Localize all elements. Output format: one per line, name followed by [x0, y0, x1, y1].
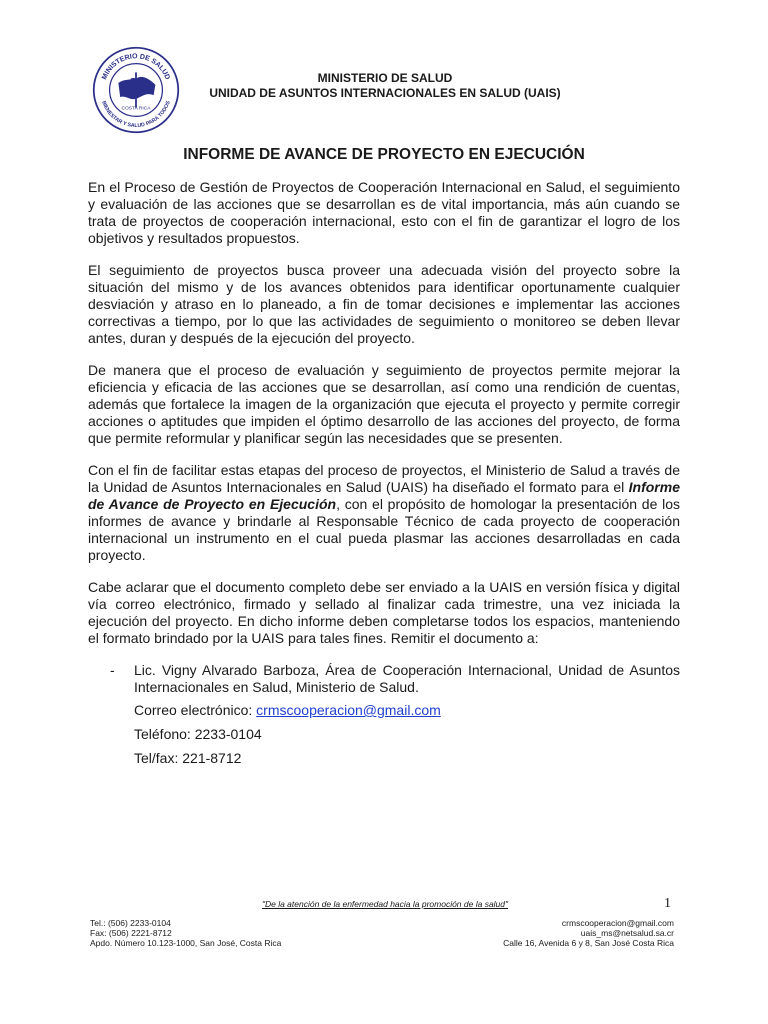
svg-text:COSTA RICA: COSTA RICA: [121, 106, 151, 112]
paragraph: De manera que el proceso de evaluación y seguimiento de proyectos permite mejorar la eficiencia y eficacia de las acciones que se desarrollan, así como una rendición de cuentas, además que fortalece la imagen de la organización que ejecuta el proyecto y permite corregir acciones o aptitudes que impiden el óptimo desarrollo de las acciones del proyecto, de forma que permite reformular y planificar según las necesidades que se presenten.: [88, 362, 680, 446]
footer-phone: Tel.: (506) 2233-0104: [90, 918, 171, 928]
paragraph: Cabe aclarar que el documento completo debe ser enviado a la UAIS en versión física y digital vía correo electrónico, firmado y sellado al finalizar cada trimestre, una vez iniciada la ejecución del proyecto. En dicho informe deben completarse todos los espacios, manteniendo el formato brindado por la UAIS para tales fines. Remitir el documento a:: [88, 579, 680, 646]
paragraph: El seguimiento de proyectos busca proveer una adecuada visión del proyecto sobre la situación del mismo y de los avances obtenidos para identificar oportunamente cualquier desviación y atraso en lo planeado, a fin de tomar decisiones e implementar las acciones correctivas a tiempo, por lo que las actividades de seguimiento o monitoreo se deben llevar antes, duran y después de la ejecución del proyecto.: [88, 262, 680, 346]
contact-email-line: [134, 702, 680, 719]
document-body: [88, 179, 680, 774]
ministry-seal-logo: [92, 46, 180, 134]
contact-person-text: Lic. Vigny Alvarado Barboza, Área de Cooperación Internacional, Unidad de Asuntos Internacionales en Salud, Ministerio de Salud.: [134, 662, 680, 695]
footer-address: Apdo. Número 10.123-1000, San José, Costa Rica: [90, 938, 282, 948]
footer-left: [90, 918, 281, 948]
paragraph: En el Proceso de Gestión de Proyectos de Cooperación Internacional en Salud, el seguimiento y evaluación de las acciones que se desarrollan es de vital importancia, más aún cuando se trata de proyectos de cooperación internacional, esto con el fin de garantizar el logro de los objetivos y resultados propuestos.: [88, 179, 680, 246]
paragraph-text: Con el fin de facilitar estas etapas del proceso de proyectos, el Ministerio de Salud a través de la Unidad de Asuntos Internacionales en Salud (UAIS) ha diseñado el formato para el: [88, 462, 680, 495]
bullet-dash: -: [110, 662, 115, 678]
footer-fax: Fax: (506) 2221-8712: [90, 928, 172, 938]
contact-fax: Tel/fax: 221-8712: [134, 750, 242, 766]
footer-email-1: crmscooperacion@gmail.com: [561, 918, 674, 928]
svg-text:MINISTERIO DE SALUD: MINISTERIO DE SALUD: [101, 53, 171, 81]
footer-motto: "De la atención de la enfermedad hacia la promoción de la salud": [261, 899, 509, 909]
paragraph: [88, 462, 680, 564]
contact-phone: Teléfono: 2233-0104: [134, 726, 262, 742]
footer-email-2: uais_ms@netsalud.sa.cr: [580, 928, 674, 938]
footer-right: [503, 918, 674, 948]
svg-text:BIENESTAR Y SALUD PARA TODOS: BIENESTAR Y SALUD PARA TODOS: [100, 100, 172, 129]
ministry-name: MINISTERIO DE SALUD: [317, 71, 453, 85]
page-number: 1: [664, 896, 671, 911]
contact-person: [88, 662, 680, 696]
unit-name: UNIDAD DE ASUNTOS INTERNACIONALES EN SALUD (UAIS): [209, 86, 561, 100]
email-link[interactable]: crmscooperacion@gmail.com: [256, 702, 441, 718]
footer-street-address: Calle 16, Avenida 6 y 8, San José Costa Rica: [503, 938, 674, 948]
paragraph-text: , con el propósito de homologar la presentación de los informes de avance y brindarle al Responsable Técnico de cada proyecto de cooperación internacional un instrumento en el cual pueda plasmar las acciones desarrolladas en cada proyecto.: [88, 496, 680, 563]
document-title: INFORME DE AVANCE DE PROYECTO EN EJECUCIÓN: [183, 146, 585, 163]
contact-list: [88, 662, 680, 696]
email-label: Correo electrónico:: [134, 702, 257, 718]
emphasized-form-name: Informe de Avance de Proyecto en Ejecución: [88, 479, 680, 512]
